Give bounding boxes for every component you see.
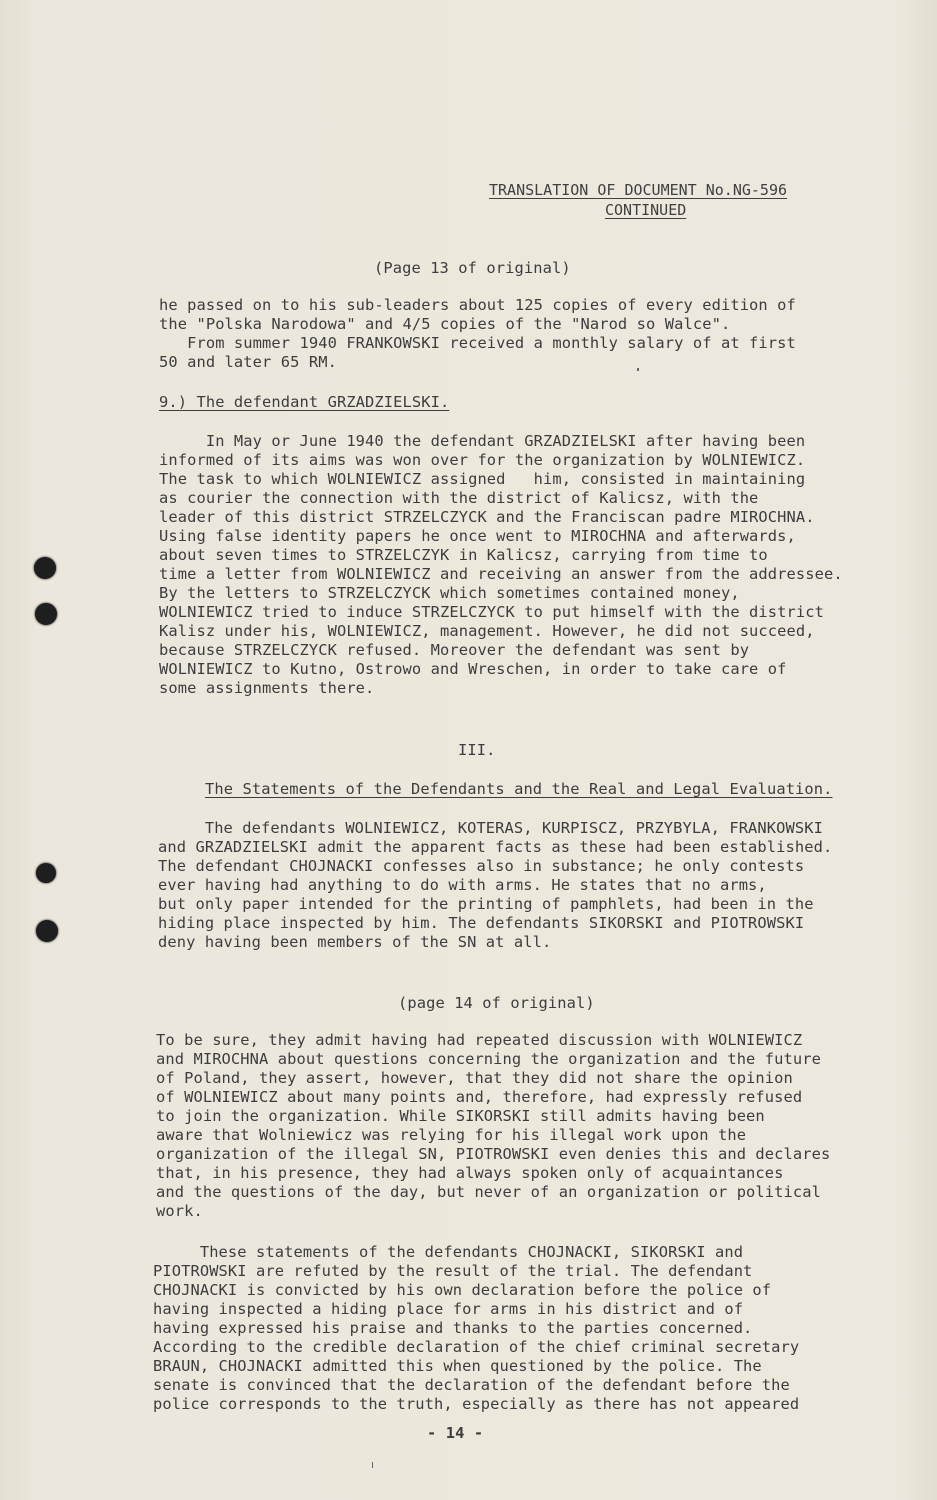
text-line: and GRZADZIELSKI admit the apparent facts as these had been established. [158,838,833,856]
punch-hole [35,603,57,625]
punch-hole [36,863,56,883]
section-number: III. [458,741,496,759]
text-line: These statements of the defendants CHOJNACKI, SIKORSKI and [153,1243,744,1261]
text-line: work. [156,1202,203,1220]
text-line: and MIROCHNA about questions concerning the organization and the future [156,1050,821,1068]
page-marker: (Page 13 of original) [374,259,571,277]
text-line: leader of this district STRZELCZYCK and the Franciscan padre MIROCHNA. [159,508,815,526]
text-line: deny having been members of the SN at all. [158,933,552,951]
text-line: To be sure, they admit having had repeated discussion with WOLNIEWICZ [156,1031,803,1049]
text-line: Using false identity papers he once went to MIROCHNA and afterwards, [159,527,796,545]
text-line: of WOLNIEWICZ about many points and, therefore, had expressly refused [156,1088,803,1106]
document-header-subtitle: CONTINUED [605,201,687,219]
section-heading: 9.) The defendant GRZADZIELSKI. [159,393,450,411]
text-line: CHOJNACKI is convicted by his own declaration before the police of [153,1281,772,1299]
text-line: hiding place inspected by him. The defendants SIKORSKI and PIOTROWSKI [158,914,805,932]
text-line: time a letter from WOLNIEWICZ and receiving an answer from the addressee. [159,565,843,583]
text-line: ever having had anything to do with arms. He states that no arms, [158,876,767,894]
punch-hole [34,557,56,579]
text-line: that, in his presence, they had always spoken only of acquaintances [156,1164,784,1182]
text-line: to join the organization. While SIKORSKI still admits having been [156,1107,765,1125]
text-line: Kalisz under his, WOLNIEWICZ, management. However, he did not succeed, [159,622,815,640]
text-line: organization of the illegal SN, PIOTROWSKI even denies this and declares [156,1145,831,1163]
text-line: informed of its aims was won over for the organization by WOLNIEWICZ. [159,451,806,469]
paper-speck [637,368,639,371]
text-line: The task to which WOLNIEWICZ assigned him, consisted in maintaining [159,470,806,488]
page-number: - 14 - [427,1424,484,1442]
text-line: 50 and later 65 RM. [159,353,337,371]
text-line: because STRZELCZYCK refused. Moreover the defendant was sent by [159,641,750,659]
text-line: The defendant CHOJNACKI confesses also in substance; he only contests [158,857,805,875]
text-line: The defendants WOLNIEWICZ, KOTERAS, KURPISCZ, PRZYBYLA, FRANKOWSKI [158,819,823,837]
text-line: WOLNIEWICZ to Kutno, Ostrowo and Wreschen, in order to take care of [159,660,787,678]
text-line: senate is convinced that the declaration of the defendant before the [153,1376,790,1394]
text-line: According to the credible declaration of the chief criminal secretary [153,1338,800,1356]
text-line: By the letters to STRZELCZYCK which sometimes contained money, [159,584,740,602]
text-line: PIOTROWSKI are refuted by the result of the trial. The defendant [153,1262,753,1280]
page-marker: (page 14 of original) [398,994,595,1012]
text-line: and the questions of the day, but never of an organization or political [156,1183,821,1201]
text-line: he passed on to his sub-leaders about 125 copies of every edition of [159,296,796,314]
text-line: In May or June 1940 the defendant GRZADZIELSKI after having been [159,432,806,450]
text-line: having expressed his praise and thanks to the parties concerned. [153,1319,753,1337]
text-line: some assignments there. [159,679,375,697]
text-line: police corresponds to the truth, especially as there has not appeared [153,1395,800,1413]
punch-hole [36,920,58,942]
document-header-title: TRANSLATION OF DOCUMENT No.NG-596 [489,181,788,199]
text-line: as courier the connection with the district of Kalicsz, with the [159,489,759,507]
text-line: of Poland, they assert, however, that they did not share the opinion [156,1069,793,1087]
text-line: the "Polska Narodowa" and 4/5 copies of the "Narod so Walce". [159,315,731,333]
text-line: aware that Wolniewicz was relying for his illegal work upon the [156,1126,747,1144]
text-line: about seven times to STRZELCZYK in Kalicsz, carrying from time to [159,546,768,564]
text-line: having inspected a hiding place for arms in his district and of [153,1300,744,1318]
text-line: From summer 1940 FRANKOWSKI received a monthly salary of at first [159,334,796,352]
paper-speck [372,1462,373,1468]
text-line: BRAUN, CHOJNACKI admitted this when questioned by the police. The [153,1357,762,1375]
section-heading: The Statements of the Defendants and the Real and Legal Evaluation. [205,780,833,798]
text-line: but only paper intended for the printing of pamphlets, had been in the [158,895,814,913]
text-line: WOLNIEWICZ tried to induce STRZELCZYCK to put himself with the district [159,603,824,621]
